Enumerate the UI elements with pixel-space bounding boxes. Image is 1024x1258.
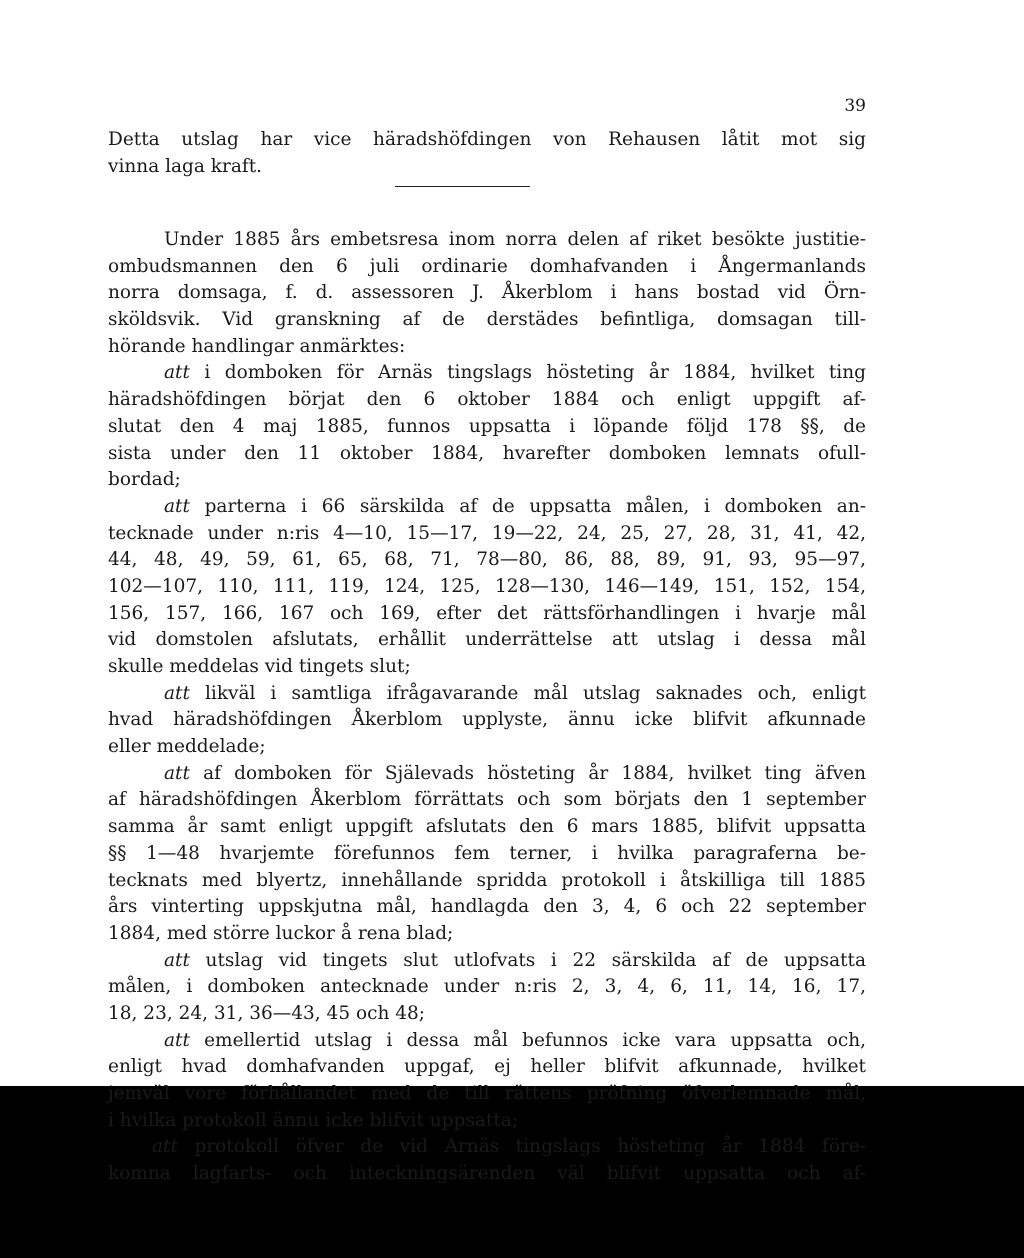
line-text: slutat den 4 maj 1885, funnos uppsatta i löpande följd 178 §§, de xyxy=(108,415,866,437)
line-text: komna lagfarts- och inteckningsärenden väl blifvit uppsatta och af- xyxy=(108,1163,866,1185)
line-text: sista under den 11 oktober 1884, hvarefter domboken lemnats ofull- xyxy=(108,442,866,464)
line-text: jemväl vore förhållandet med de till rättens pröfning öfverlemnade mål, xyxy=(108,1083,866,1104)
att-marker: att xyxy=(164,762,190,784)
att-marker: att xyxy=(152,1136,178,1158)
line-text: enligt hvad domhafvanden uppgaf, ej heller blifvit afkunnade, hvilket xyxy=(108,1056,866,1078)
text-line xyxy=(108,227,866,254)
line-text: utslag vid tingets slut utlofvats i 22 särskilda af de uppsatta xyxy=(205,949,866,971)
text-line xyxy=(108,868,866,895)
text-line xyxy=(108,387,866,414)
line-text: norra domsaga, f. d. assessoren J. Åkerblom i hans bostad vid Örn- xyxy=(108,282,866,304)
line-text: Under 1885 års embetsresa inom norra delen af riket besökte justitie- xyxy=(164,229,866,250)
line-text: 18, 23, 24, 31, 36—43, 45 och 48; xyxy=(108,1002,426,1024)
text-line xyxy=(108,734,866,761)
line-text: af domboken för Själevads hösteting år 1884, hvilket ting äfven xyxy=(203,762,866,784)
text-line xyxy=(108,280,866,307)
text-line xyxy=(108,467,866,494)
text-line xyxy=(108,1134,866,1161)
text-line xyxy=(108,761,866,788)
body-text xyxy=(108,227,866,1188)
text-line xyxy=(108,681,866,708)
text-line xyxy=(108,1161,866,1188)
text-line xyxy=(108,1108,866,1135)
att-marker: att xyxy=(164,362,190,384)
line-text: målen, i domboken antecknade under n:ris 2, 3, 4, 6, 11, 14, 16, 17, xyxy=(108,976,866,998)
line-text: ombudsmannen den 6 juli ordinarie domhafvanden i Ångermanlands xyxy=(108,255,866,277)
text-line: Detta utslag har vice häradshöfdingen von Rehausen låtit mot sig xyxy=(108,129,866,150)
text-line xyxy=(108,974,866,1001)
line-text: 102—107, 110, 111, 119, 124, 125, 128—130, 146—149, 151, 152, 154, xyxy=(108,575,866,597)
line-text: vid domstolen afslutats, erhållit underrättelse att utslag i dessa mål xyxy=(108,629,866,651)
text-line xyxy=(108,814,866,841)
text-line xyxy=(108,521,866,548)
text-line xyxy=(108,574,866,601)
line-text: protokoll öfver de vid Arnäs tingslags hösteting år 1884 före- xyxy=(194,1136,866,1158)
text-line xyxy=(108,441,866,468)
line-text: tecknats med blyertz, innehållande spridda protokoll i åtskilliga till 1885 xyxy=(108,869,866,891)
line-text: sköldsvik. Vid granskning af de derstädes befintliga, domsagan till- xyxy=(108,309,866,331)
att-marker: att xyxy=(164,949,190,971)
line-text: 1884, med större luckor å rena blad; xyxy=(108,922,454,944)
line-text: emellertid utslag i dessa mål befunnos icke vara uppsatta och, xyxy=(204,1029,866,1051)
text-line: vinna laga kraft. xyxy=(108,155,263,177)
line-text: skulle meddelas vid tingets slut; xyxy=(108,656,411,677)
text-line xyxy=(108,921,866,948)
text-line xyxy=(108,1054,866,1081)
text-line xyxy=(108,547,866,574)
line-text: 156, 157, 166, 167 och 169, efter det rättsförhandlingen i hvarje mål xyxy=(108,602,866,624)
text-line xyxy=(108,414,866,441)
line-text: hvad häradshöfdingen Åkerblom upplyste, ännu icke blifvit afkunnade xyxy=(108,709,866,731)
line-text: §§ 1—48 hvarjemte förefunnos fem terner, i hvilka paragraferna be- xyxy=(108,842,866,864)
text-line xyxy=(108,254,866,281)
line-text: bordad; xyxy=(108,469,181,491)
att-marker: att xyxy=(164,1029,190,1051)
text-line xyxy=(108,1028,866,1055)
line-text: likväl i samtliga ifrågavarande mål utslag saknades och, enligt xyxy=(204,682,866,704)
intro-paragraph xyxy=(108,127,866,180)
text-line xyxy=(108,627,866,654)
text-line xyxy=(108,1001,866,1028)
text-line xyxy=(108,841,866,868)
att-marker: att xyxy=(164,495,190,517)
line-text: häradshöfdingen börjat den 6 oktober 1884 och enligt uppgift af- xyxy=(108,389,866,411)
line-text: i domboken för Arnäs tingslags hösteting år 1884, hvilket ting xyxy=(204,362,866,384)
text-line xyxy=(108,360,866,387)
line-text: i hvilka protokoll ännu icke blifvit uppsatta; xyxy=(108,1109,519,1131)
line-text: hörande handlingar anmärktes: xyxy=(108,335,406,357)
section-divider xyxy=(395,186,530,187)
line-text: 44, 48, 49, 59, 61, 65, 68, 71, 78—80, 86, 88, 89, 91, 93, 95—97, xyxy=(108,549,866,571)
text-line xyxy=(108,948,866,975)
line-text: af häradshöfdingen Åkerblom förrättats och som börjats den 1 september xyxy=(108,789,866,811)
text-line xyxy=(108,654,866,681)
text-line xyxy=(108,787,866,814)
line-text: års vinterting uppskjutna mål, handlagda den 3, 4, 6 och 22 september xyxy=(108,896,866,918)
line-text: parterna i 66 särskilda af de uppsatta målen, i domboken an- xyxy=(204,495,866,517)
line-text: tecknade under n:ris 4—10, 15—17, 19—22, 24, 25, 27, 28, 31, 41, 42, xyxy=(108,522,866,544)
text-line xyxy=(108,307,866,334)
text-line xyxy=(108,334,866,361)
text-line xyxy=(108,601,866,628)
text-line xyxy=(108,494,866,521)
text-line xyxy=(108,1081,866,1108)
page-number: 39 xyxy=(844,96,866,116)
att-marker: att xyxy=(164,682,190,704)
text-line xyxy=(108,894,866,921)
line-text: eller meddelade; xyxy=(108,736,266,758)
line-text: samma år samt enligt uppgift afslutats den 6 mars 1885, blifvit uppsatta xyxy=(108,816,866,838)
text-line xyxy=(108,707,866,734)
